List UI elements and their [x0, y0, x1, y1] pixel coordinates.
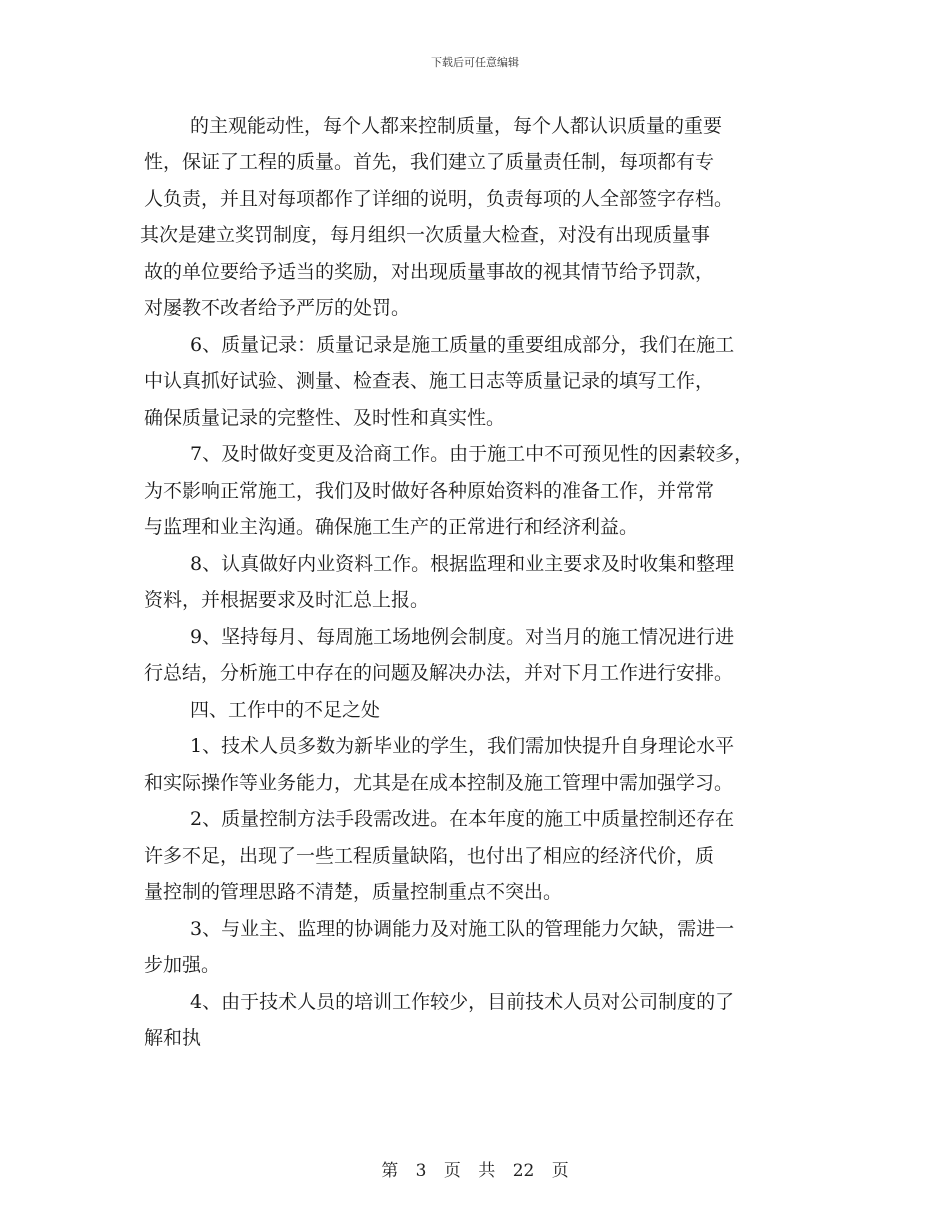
text-line: 2、质量控制方法手段需改进。在本年度的施工中质量控制还存在 [190, 808, 735, 830]
text-line: 3、与业主、监理的协调能力及对施工队的管理能力欠缺，需进一 [190, 918, 735, 940]
text-line: 与监理和业主沟通。确保施工生产的正常进行和经济利益。 [144, 516, 639, 538]
text-line: 解和执 [144, 1027, 202, 1049]
text-line: 为不影响正常施工，我们及时做好各种原始资料的准备工作，并常常 [144, 480, 715, 502]
footer-total-pages: 22 [512, 1161, 535, 1181]
text-line: 9、坚持每月、每周施工场地例会制度。对当月的施工情况进行进 [190, 626, 735, 648]
text-line: 6、质量记录：质量记录是施工质量的重要组成部分，我们在施工 [190, 334, 735, 356]
text-line: 确保质量记录的完整性、及时性和真实性。 [144, 407, 506, 429]
text-line: 对屡教不改者给予严厉的处罚。 [144, 297, 411, 319]
text-line: 许多不足，出现了一些工程质量缺陷，也付出了相应的经济代价，质 [144, 845, 715, 867]
text-line: 和实际操作等业务能力，尤其是在成本控制及施工管理中需加强学习。 [144, 772, 734, 794]
text-line: 其次是建立奖罚制度，每月组织一次质量大检查，对没有出现质量事 [140, 224, 711, 246]
text-line: 8、认真做好内业资料工作。根据监理和业主要求及时收集和整理 [190, 553, 735, 575]
text-line: 中认真抓好试验、测量、检查表、施工日志等质量记录的填写工作， [144, 370, 715, 392]
text-line: 的主观能动性，每个人都来控制质量，每个人都认识质量的重要 [190, 115, 723, 137]
text-line: 故的单位要给予适当的奖励，对出现质量事故的视其情节给予罚款， [144, 261, 715, 283]
text-line: 性，保证了工程的质量。首先，我们建立了质量责任制，每项都有专 [144, 151, 715, 173]
footer-page-unit: 页 [443, 1161, 461, 1181]
page-footer [0, 1156, 950, 1181]
section-heading: 四、工作中的不足之处 [190, 699, 381, 721]
page-header-note: 下载后可任意编辑 [431, 56, 519, 69]
text-line: 7、及时做好变更及洽商工作。由于施工中不可预见性的因素较多， [190, 443, 754, 465]
text-line: 4、由于技术人员的培训工作较少，目前技术人员对公司制度的了 [190, 991, 735, 1013]
footer-total-unit: 页 [551, 1161, 569, 1181]
text-line: 行总结，分析施工中存在的问题及解决办法，并对下月工作进行安排。 [144, 662, 734, 684]
footer-page-label: 第 [381, 1161, 399, 1181]
text-line: 步加强。 [144, 954, 221, 976]
footer-page-number: 3 [415, 1161, 427, 1181]
text-line: 1、技术人员多数为新毕业的学生，我们需加快提升自身理论水平 [190, 735, 735, 757]
text-line: 人负责，并且对每项都作了详细的说明，负责每项的人全部签字存档。 [144, 188, 734, 210]
text-line: 量控制的管理思路不清楚，质量控制重点不突出。 [144, 881, 563, 903]
footer-total-label: 共 [478, 1161, 496, 1181]
text-line: 资料，并根据要求及时汇总上报。 [144, 589, 430, 611]
